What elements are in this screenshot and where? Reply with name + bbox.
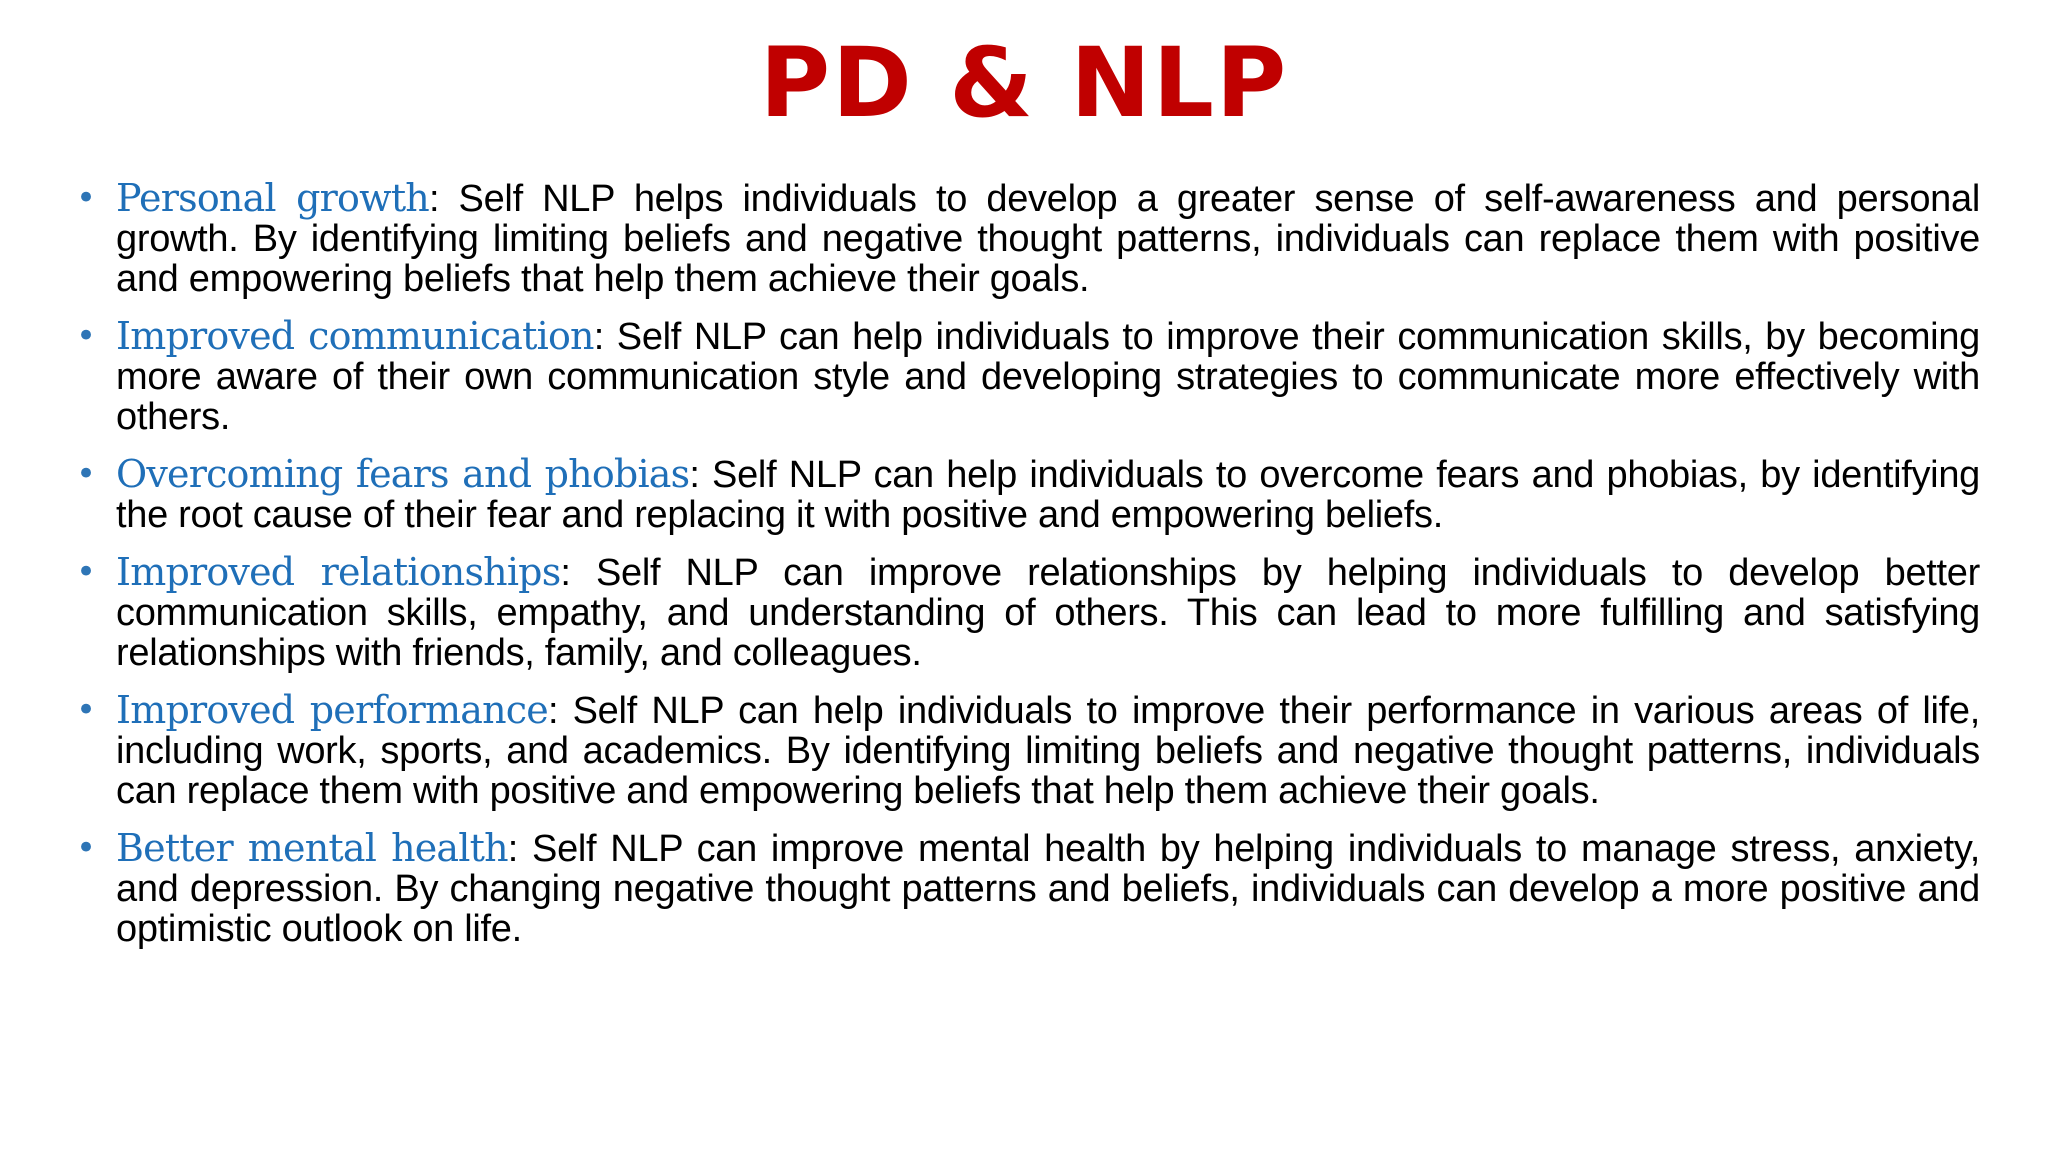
bullet-text: : Self NLP can help individuals to overcome fears and phobias, by identifying the root cause of their fear and replacing it with positive and empowering beliefs. [116, 454, 1980, 536]
bullet-item-personal-growth [76, 176, 1980, 300]
bullet-term: Improved communication [116, 314, 594, 358]
bullet-item-better-mental-health [76, 826, 1981, 950]
bullet-dot-icon: • [76, 454, 96, 494]
bullet-list [76, 176, 1981, 966]
bullet-term: Better mental health [116, 826, 508, 870]
bullet-dot-icon: • [76, 690, 96, 730]
bullet-dot-icon: • [76, 178, 96, 218]
bullet-text: : Self NLP can improve relationships by helping individuals to develop better communication skills, empathy, and understanding of others. This can lead to more fulfilling and satisfying relationships with friends, family, and colleagues. [116, 552, 1980, 674]
bullet-term: Personal growth [116, 176, 429, 220]
bullet-item-overcoming-fears [76, 452, 1980, 536]
slide-title: PD & NLP [759, 27, 1289, 139]
bullet-text: : Self NLP can improve mental health by helping individuals to manage stress, anxiety, and depression. By changing negative thought patterns and beliefs, individuals can develop a more positive and optimistic outlook on life. [116, 828, 1981, 950]
bullet-text: : Self NLP helps individuals to develop a greater sense of self-awareness and personal growth. By identifying limiting beliefs and negative thought patterns, individuals can replace them with positive and empowering beliefs that help them achieve their goals. [116, 178, 1980, 300]
bullet-term: Overcoming fears and phobias [116, 452, 690, 496]
bullet-text: : Self NLP can help individuals to improve their performance in various areas of life, including work, sports, and academics. By identifying limiting beliefs and negative thought patterns, individuals can replace them with positive and empowering beliefs that help them achieve their goals. [116, 690, 1980, 812]
bullet-dot-icon: • [76, 828, 96, 868]
bullet-item-improved-performance [76, 688, 1980, 812]
bullet-term: Improved performance [116, 688, 548, 732]
bullet-text: : Self NLP can help individuals to improve their communication skills, by becoming more aware of their own communication style and developing strategies to communicate more effectively with others. [116, 316, 1980, 438]
bullet-dot-icon: • [76, 316, 96, 356]
bullet-term: Improved relationships [116, 550, 561, 594]
bullet-dot-icon: • [76, 552, 96, 592]
bullet-item-improved-communication [76, 314, 1980, 438]
bullet-item-improved-relationships [76, 550, 1980, 674]
